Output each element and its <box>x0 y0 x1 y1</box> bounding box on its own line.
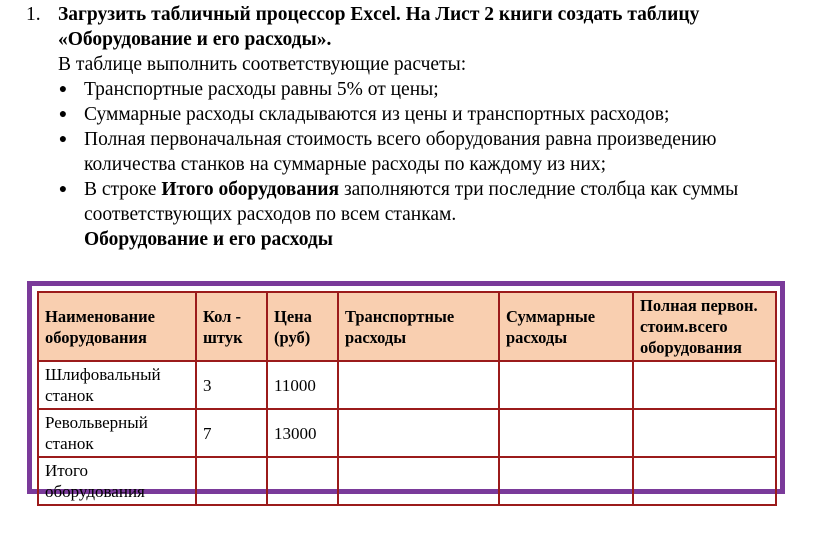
cell-quantity: 7 <box>196 409 267 457</box>
cell-full-cost <box>633 457 776 505</box>
header-price: Цена (руб) <box>267 292 338 361</box>
cell-price: 11000 <box>267 361 338 409</box>
requirement-text-pre: В строке <box>84 179 162 200</box>
task-heading <box>26 2 806 52</box>
table-row-total <box>38 457 776 505</box>
bullet-icon: ● <box>58 132 68 147</box>
header-name: Наименование оборудования <box>38 292 196 361</box>
header-full-cost: Полная первон. стоим.всего оборудования <box>633 292 776 361</box>
cell-quantity: 3 <box>196 361 267 409</box>
cell-transport <box>338 409 499 457</box>
cell-total-costs <box>499 361 633 409</box>
cell-name: Револьверный станок <box>38 409 196 457</box>
requirement-item <box>26 77 806 102</box>
bullet-icon: ● <box>58 182 68 197</box>
cell-total-costs <box>499 457 633 505</box>
cell-price <box>267 457 338 505</box>
requirement-text-bold: Итого оборудования <box>161 179 340 200</box>
requirements-list <box>26 77 806 227</box>
requirement-text: Полная первоначальная стоимость всего оборудования равна произведению количества станков на суммарные расходы по каждому из них; <box>84 129 717 175</box>
header-transport: Транспортные расходы <box>338 292 499 361</box>
table-frame <box>27 281 785 501</box>
task-title <box>58 2 699 52</box>
requirement-text: Суммарные расходы складываются из цены и транспортных расходов; <box>84 104 670 125</box>
table-row <box>38 361 776 409</box>
header-total-costs: Суммарные расходы <box>499 292 633 361</box>
cell-transport <box>338 361 499 409</box>
task-intro: В таблице выполнить соответствующие расчеты: <box>58 54 467 75</box>
task-title-line-1: Загрузить табличный процессор Excel. На Лист 2 книги создать таблицу <box>58 4 700 25</box>
header-quantity: Кол - штук <box>196 292 267 361</box>
cell-name: Итого оборудования <box>38 457 196 505</box>
equipment-table <box>37 291 777 506</box>
cell-price: 13000 <box>267 409 338 457</box>
cell-full-cost <box>633 409 776 457</box>
task-block <box>26 2 806 252</box>
table-row <box>38 409 776 457</box>
cell-full-cost <box>633 361 776 409</box>
cell-transport <box>338 457 499 505</box>
requirement-text-post: заполняются три последние столбца как суммы соответствующих расходов по всем станкам. <box>84 179 739 225</box>
task-title-line-2: «Оборудование и его расходы». <box>58 29 332 50</box>
task-number: 1. <box>26 4 41 25</box>
requirement-item <box>26 177 806 227</box>
requirement-text: Транспортные расходы равны 5% от цены; <box>84 79 439 100</box>
table-caption: Оборудование и его расходы <box>84 229 333 250</box>
requirement-item <box>26 102 806 127</box>
bullet-icon: ● <box>58 107 68 122</box>
cell-total-costs <box>499 409 633 457</box>
requirement-item <box>26 127 806 177</box>
cell-quantity <box>196 457 267 505</box>
bullet-icon: ● <box>58 82 68 97</box>
table-header-row <box>38 292 776 361</box>
cell-name: Шлифовальный станок <box>38 361 196 409</box>
